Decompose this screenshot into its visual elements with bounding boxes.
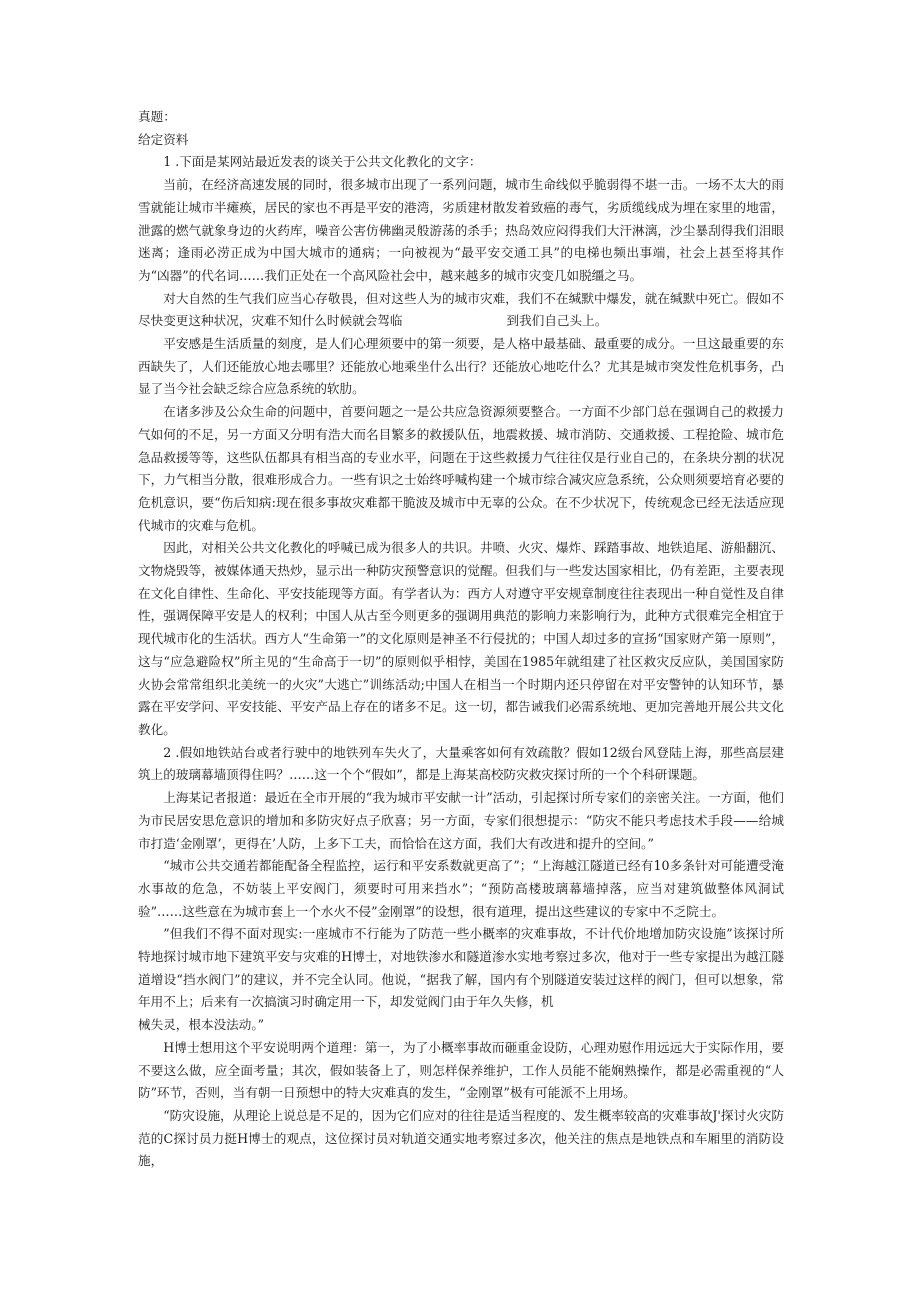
paragraph-11: 械失灵，根本没法动。” — [138, 1017, 265, 1033]
document-page — [138, 106, 784, 1173]
paragraph-7: 2 .假如地铁站台或者行驶中的地铁列车失火了，大量乘客如何有效疏散？假如12级台风登陆上海，那些高层建筑上的玻璃幕墙顶得住吗？……这一个个“假如”，都是上海某高校防灾救灾探讨所的一个个科研课题。 — [138, 744, 784, 783]
paragraph-4: 平安感是生活质量的刻度，是人们心理须要中的第一须要，是人格中最基础、最重要的成分。一旦这最重要的东西缺失了，人们还能放心地去哪里？还能放心地乘坐什么出行？还能放心地吃什么？尤其是城市突发性危机事务，凸显了当今社会缺乏综合应急系统的软肋。 — [138, 336, 784, 397]
paragraph-9: “城市公共交通若都能配备全程监控，运行和平安系数就更高了”；“上海越江隧道已经有10多条针对可能遭受淹水事故的危急，不妨装上平安阀门，须要时可用来挡水”；“预防高楼玻璃幕墙掉落，应当对建筑做整体风洞试验”……这些意在为城市套上一个水火不侵”金刚罩”的设想，很有道理，提出这些建议的专家中不乏院士。 — [138, 858, 784, 919]
paragraph-2: 当前，在经济高速发展的同时，很多城市出现了一系列问题，城市生命线似乎脆弱得不堪一击。一场不太大的雨雪就能让城市半瘫痪，居民的家也不再是平安的港湾，劣质建材散发着致癌的毒气，劣质缆线成为埋在家里的地雷，泄露的燃气就象身边的火药库，噪音公害仿佛幽灵般游荡的杀手；热岛效应闷得我们大汗淋漓，沙尘暴刮得我们泪眼迷离；逢雨必涝正成为中国大城市的通病；一向被视为“最平安交通工具”的电梯也频出事端，社会上甚至将其作为“凶器”的代名词……我们正处在一个高风险社会中，越来越多的城市灾变几如脱缰之马。 — [138, 177, 784, 283]
heading-ziliao: 给定资料 — [138, 131, 189, 147]
heading-zhenti: 真题： — [138, 109, 176, 124]
paragraph-6: 因此，对相关公共文化教化的呼喊已成为很多人的共识。井喷、火灾、爆炸、踩踏事故、地铁追尾、游船翻沉、文物烧毁等，被媒体通天热炒，显示出一种防灾预警意识的觉醒。但我们与一些发达国家相比，仍有差距，主要表现在文化自律性、生命化、平安技能现等方面。有学者认为：西方人对遵守平安规章制度往往表现出一种自觉性及自律性，强调保障平安是人的权利；中国人从古至今则更多的强调用典范的影响力来影响行为，此种方式很难完全相宜于现代城市化的生活状。西方人“生命第一”的文化原则是神圣不行侵扰的；中国人却过多的宣扬“国家财产第一原则”，这与“应急避险权”所主见的“生命高于一切”的原则似乎相悖，美国在1985年就组建了社区救灾反应队，美国国家防火协会常常组织北美统一的火灾”大逃亡”训练活动;中国人在相当一个时期内还只停留在对平安警钟的认知环节，暴露在平安学问、平安技能、平安产品上存在的诸多不足。这一切，都告诫我们必需系统地、更加完善地开展公共文化教化。 — [138, 540, 784, 737]
paragraph-5: 在诸多涉及公众生命的问题中，首要问题之一是公共应急资源须要整合。一方面不少部门总在强调自己的救援力气如何的不足，另一方面又分明有浩大而名目繁多的救援队伍，地震救援、城市消防、交通救援、工程抢险、城市危急品救援等等，这些队伍都具有相当高的专业水平，问题在于这些救援力气往往仅是行业自己的，在条块分割的状况下，力气相当分散，很难形成合力。一些有识之士始终呼喊构建一个城市综合减灾应急系统，公众则须要培育必要的危机意识，要“伤后知病:现在很多事故灾难都干脆波及城市中无辜的公众。在不少状况下，传统观念已经无法适应现代城市的灾难与危机。 — [138, 404, 784, 533]
paragraph-1: 1 .下面是某网站最近发表的谈关于公共文化教化的文字： — [163, 154, 482, 170]
paragraph-12: H博士想用这个平安说明两个道理：第一，为了小概率事故而砸重金设防，心理劝慰作用远远大于实际作用，要不要这么做，应全面考量；其次，假如装备上了，则怎样保养维护，工作人员能不能娴熟操作，都是必需重视的“人防”环节，否则，当有朝一日预想中的特大灾难真的发生，“金刚罩”极有可能派不上用场。 — [138, 1039, 784, 1101]
paragraph-13: “防灾设施，从理论上说总是不足的，因为它们应对的往往是适当程度的、发生概率较高的灾难事故J'探讨火灾防范的C探讨员力挺H博士的观点，这位探讨员对轨道交通实地考察过多次，他关注的焦点是地铁点和车厢里的消防设施， — [138, 1107, 784, 1169]
paragraph-10: ”但我们不得不面对现实:一座城市不行能为了防范一些小概率的灾难事故，不计代价地增加防灾设施”该探讨所特地探讨城市地下建筑平安与灾难的H博士，对地铁渗水和隧道渗水实地考察过多次，他对于一些专家提出为越江隧道增设“挡水阀门”的建议，并不完全认同。他说，“据我了解，国内有个别隧道安装过这样的阀门，但可以想象，常年用不上；后来有一次搞演习时确定用一下，却发觉阀门由于年久失修，机 — [138, 926, 784, 1010]
paragraph-3: 对大自然的生气我们应当心存敬畏，但对这些人为的城市灾难，我们不在缄默中爆发，就在缄默中死亡。假如不尽快变更这种状况，灾难不知什么时候就会驾临 到我们自己头上。 — [138, 290, 784, 329]
paragraph-8: 上海某记者报道：最近在全市开展的“我为城市平安献一计”活动，引起探讨所专家们的亲密关注。一方面，他们为市民居安思危意识的增加和多防灾好点子欣喜；另一方面，专家们很想提示：“防灾不能只考虑技术手段——给城市打造‘金刚罩’，更得在’人防，上多下工夫，而恰恰在这方面，我们大有改进和提升的空间。” — [138, 790, 784, 851]
